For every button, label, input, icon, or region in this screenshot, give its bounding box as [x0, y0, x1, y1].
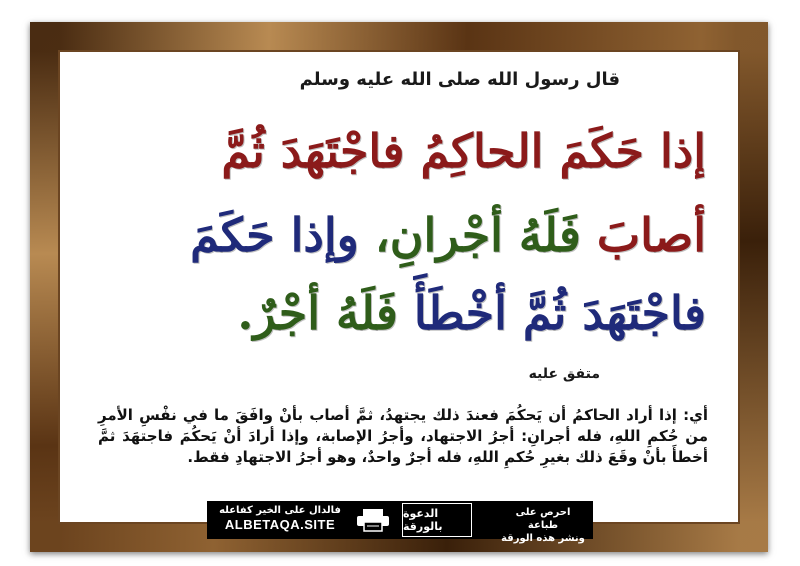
hadith-intro: قال رسول الله صلى الله عليه وسلم: [299, 69, 620, 90]
site-url-link[interactable]: ALBETAQA.SITE: [224, 517, 336, 532]
footer-right-line-2: ونشر هذه الورقة: [501, 533, 585, 544]
footer-call-to-print: [499, 506, 587, 545]
hadith-line-1-text: إذا حَكَمَ الحاكِمُ فاجْتَهَدَ ثُمَّ: [221, 124, 706, 178]
hadith-line-2-blue: وإذا حَكَمَ: [190, 208, 359, 262]
hadith-source: متفق عليه: [528, 366, 600, 382]
footer-left-line-1: فالدال على الخير كفاعله: [219, 505, 341, 516]
printer-icon: [354, 508, 392, 532]
hadith-line-3-blue: فاجْتَهَدَ ثُمَّ أخْطَأَ: [413, 286, 706, 340]
hadith-line-2: [98, 208, 706, 262]
site-logo: الدعوة بالورقة: [402, 503, 472, 537]
hadith-line-2-green: فَلَهُ أجْرانِ،: [374, 208, 581, 262]
hadith-line-2-red: أصابَ: [596, 208, 706, 262]
explanation-text: أي: إذا أراد الحاكمُ أن يَحكُمَ فعندَ ذلك يجتهدُ، ثمَّ أصاب بأنْ وافَقَ ما في نفْسِ الأمرِ من حُكمِ اللهِ، فله أجرانِ: أجرُ الاجتهاد، وأجرُ الإصابة، وإذا أرادَ أنْ يَحكُمَ فاجتهَدَ ثمَّ أخطأَ بأنْ وقَعَ ذلك بغيرِ حُكمِ اللهِ، فله أجرٌ واحدٌ، وهو أجرُ الاجتهادِ فقط.: [98, 406, 708, 466]
hadith-line-3: [98, 286, 706, 340]
footer-bar: [207, 501, 593, 544]
hadith-line-3-green: فَلَهُ أجْرٌ.: [237, 286, 398, 340]
footer-right-line-1: احرص على طباعة: [515, 507, 571, 531]
footer-site-block: [213, 504, 347, 532]
hadith-line-1: [98, 124, 706, 178]
